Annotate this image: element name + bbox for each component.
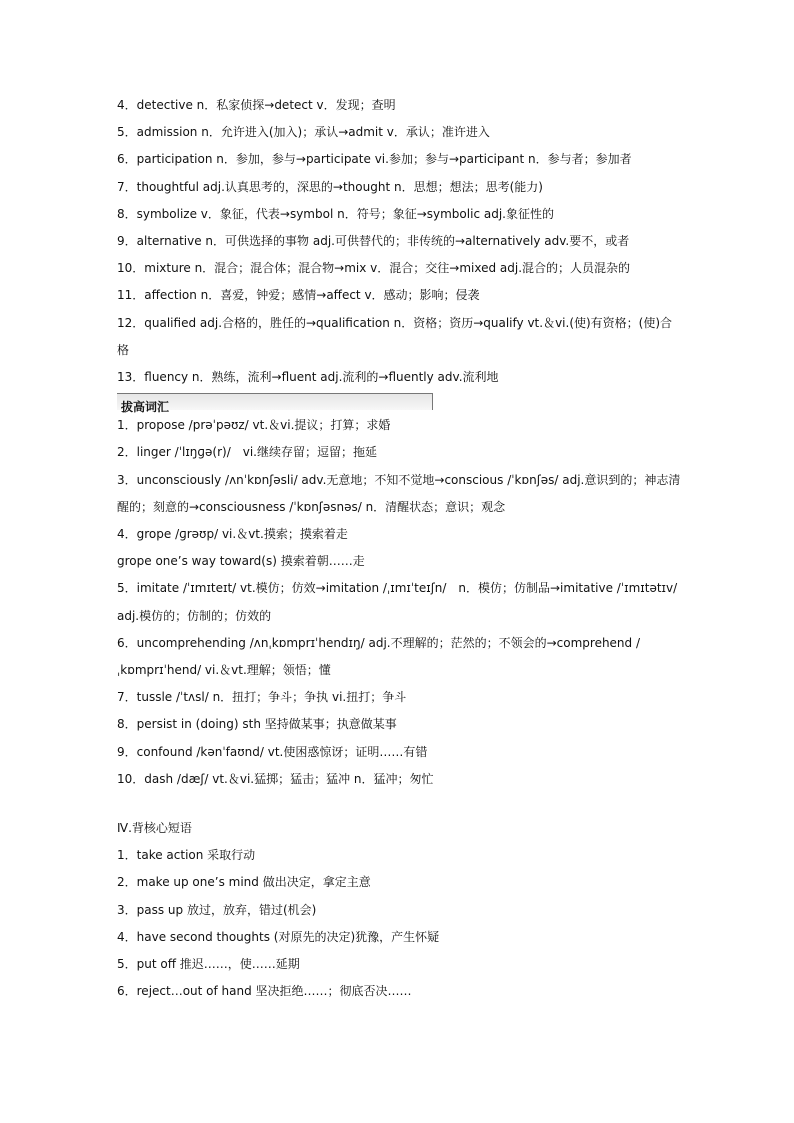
list-item: 8．symbolize v．象征，代表→symbol n．符号；象征→symbolic adj.象征性的 [117, 206, 554, 221]
section-title: 拔高词汇 [121, 400, 170, 415]
list-item: 3．pass up 放过，放弃，错过(机会) [117, 902, 317, 917]
list-item: 6．reject…out of hand 坚决拒绝……；彻底否决…… [117, 984, 412, 999]
list-item: 2．make up one’s mind 做出决定，拿定主意 [117, 875, 371, 890]
section-heading: Ⅳ.背核心短语 [117, 821, 192, 836]
list-item: 5．admission n．允许进入(加入)；承认→admit v．承认；准许进入 [117, 125, 490, 140]
list-item: 4．have second thoughts (对原先的决定)犹豫，产生怀疑 [117, 929, 440, 944]
list-item: 4．grope /ɡrəʊp/ vi.＆vt.摸索；摸索着走 [117, 527, 348, 542]
list-item: 11．affection n．喜爱，钟爱；感情→affect v．感动；影响；侵袭 [117, 288, 480, 303]
list-item: 12．qualified adj.合格的，胜任的→qualification n．资格；资历→qualify vt.＆vi.(使)有资格；(使)合格 [117, 315, 673, 357]
list-item: 8．persist in (doing) sth 坚持做某事；执意做某事 [117, 717, 397, 732]
list-item: 1．propose /prəˈpəʊz/ vt.＆vi.提议；打算；求婚 [117, 418, 391, 433]
list-item: 1．take action 采取行动 [117, 848, 256, 863]
list-item: 3．unconsciously /ʌnˈkɒnʃəsli/ adv.无意地；不知不觉地→conscious /ˈkɒnʃəs/ adj.意识到的；神志清醒的；刻意的→consciousness /ˈkɒnʃəsnəs/ n．清醒状态；意识；观念 [117, 472, 681, 514]
list-item: 4．detective n．私家侦探→detect v．发现；查明 [117, 98, 396, 112]
list-item: 7．tussle /ˈtʌsl/ n．扭打；争斗；争执 vi.扭打；争斗 [117, 690, 407, 705]
list-item: 10．mixture n．混合；混合体；混合物→mix v．混合；交往→mixed adj.混合的；人员混杂的 [117, 261, 631, 276]
vocab-list-derivatives [117, 92, 683, 391]
list-item: 9．confound /kənˈfaʊnd/ vt.使困惑惊讶；证明……有错 [117, 744, 428, 759]
spacer [117, 793, 683, 815]
list-item: 9．alternative n．可供选择的事物 adj.可供替代的；非传统的→alternatively adv.要不，或者 [117, 234, 630, 249]
list-item: 5．imitate /ˈɪmɪteɪt/ vt.模仿；仿效→imitation /ˌɪmɪˈteɪʃn/ n．模仿；仿制品→imitative /ˈɪmɪtətɪv/ adj.模仿的；仿制的；仿效的 [117, 581, 678, 623]
vocab-list-advanced [117, 412, 683, 793]
phrase-list [117, 842, 683, 1005]
list-item: 10．dash /dæʃ/ vt.＆vi.猛掷；猛击；猛冲 n．猛冲；匆忙 [117, 771, 434, 786]
list-item: 2．linger /ˈlɪŋɡə(r)/ vi.继续存留；逗留；拖延 [117, 445, 377, 460]
list-item: 6．uncomprehending /ʌnˌkɒmprɪˈhendɪŋ/ adj.不理解的；茫然的；不领会的→comprehend /ˌkɒmprɪˈhend/ vi.＆vt.理解；领悟；懂 [117, 635, 641, 678]
list-item: 5．put off 推迟……，使……延期 [117, 957, 300, 972]
document-page [117, 92, 683, 1006]
list-item: 6．participation n．参加，参与→participate vi.参加；参与→participant n．参与者；参加者 [117, 152, 632, 167]
list-item: 13．fluency n．熟练，流利→fluent adj.流利的→fluently adv.流利地 [117, 370, 499, 385]
list-item: 7．thoughtful adj.认真思考的，深思的→thought n．思想；想法；思考(能力) [117, 179, 543, 194]
list-item: grope one’s way toward(s) 摸索着朝……走 [117, 554, 365, 569]
section-title-box [117, 393, 433, 415]
